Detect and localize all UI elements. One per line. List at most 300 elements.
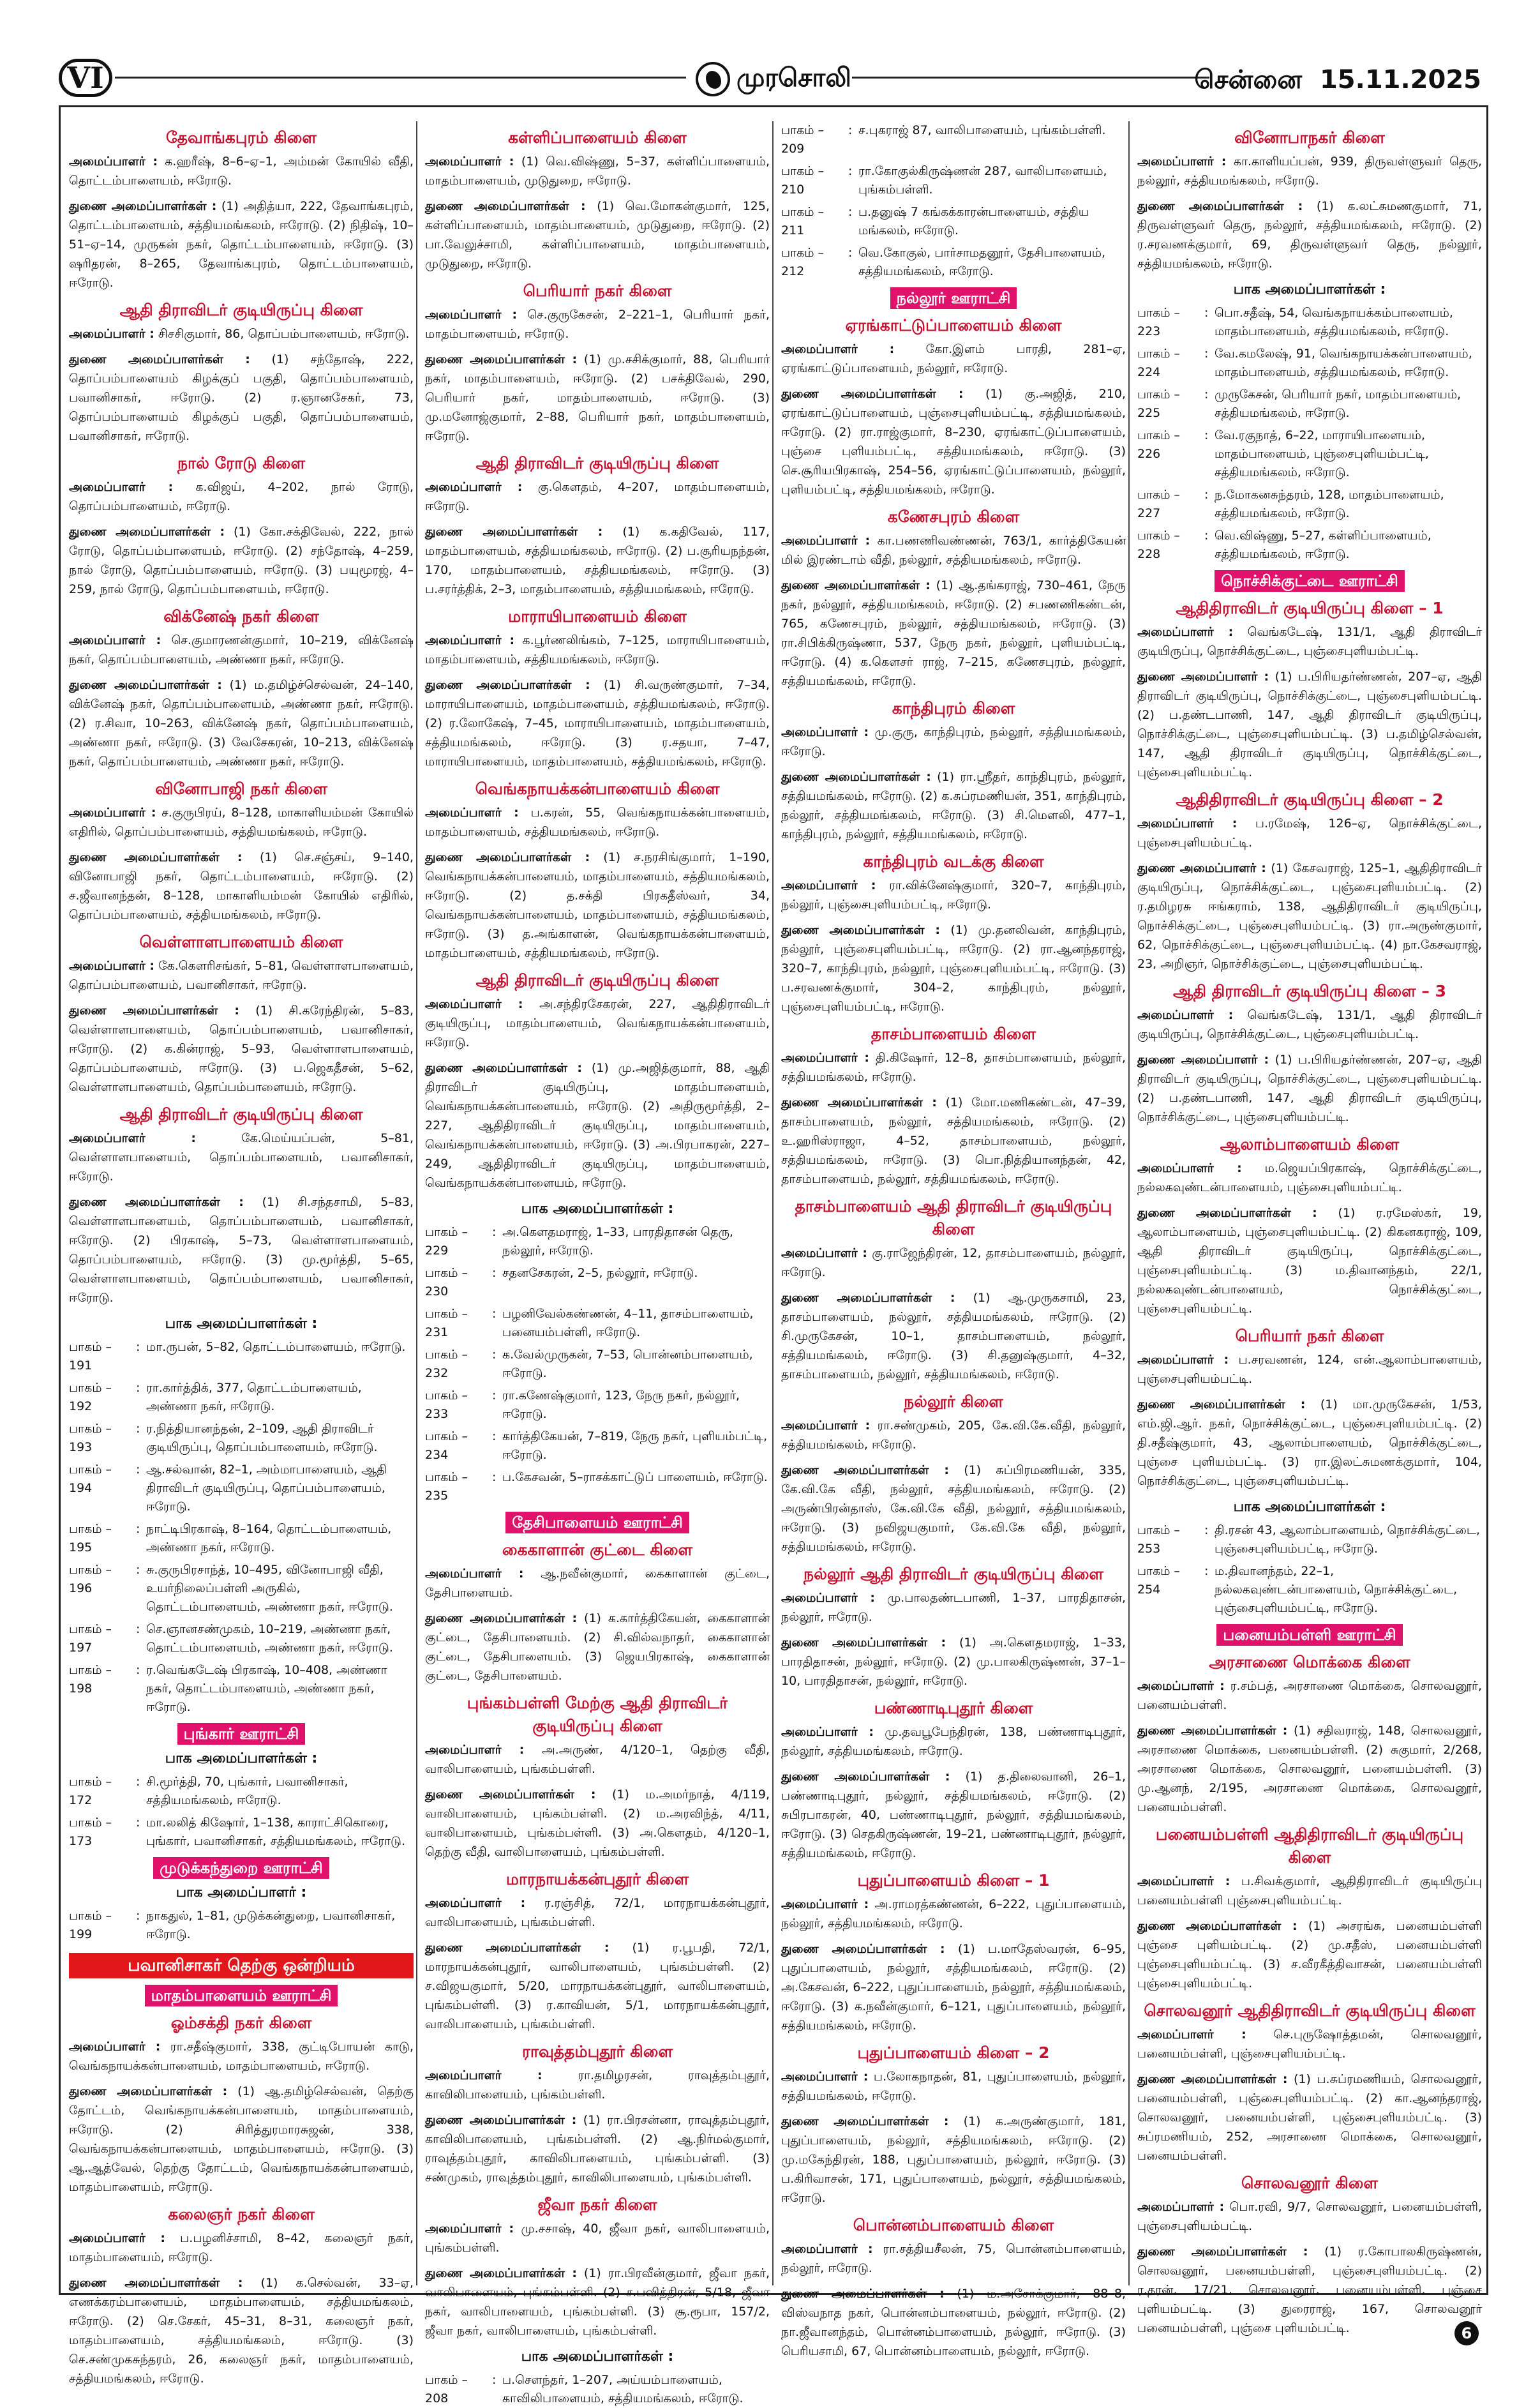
entry-paragraph <box>1137 2025 1482 2063</box>
entry-paragraph <box>1137 1005 1482 1044</box>
role-label: துணை அமைப்பாளர்கள் : <box>781 387 964 401</box>
role-label: அமைப்பாளர் : <box>425 997 523 1011</box>
role-label: துணை அமைப்பாளர்கள் : <box>425 1941 609 1955</box>
part-row <box>69 1461 414 1516</box>
entry-paragraph <box>1137 667 1482 782</box>
entry-text: (1) ம.அமர்நாத், 4/119, வாலிபாளையம், புங்கம்பள்ளி. (2) ம.அரவிந்த், 4/11, வாலிபாளையம், புங்கம்பள்ளி. (3) அ.கௌதம், 4/120–1, தெற்கு வீதி, வாலிபாளையம், புங்கம்பள்ளி. <box>425 1787 770 1859</box>
role-label: அமைப்பாளர் : <box>781 878 876 892</box>
section-heading: ஆதி திராவிடர் குடியிருப்பு கிளை – 3 <box>1172 982 1447 1000</box>
entry-text: கே.மெய்யப்பன், 5–81, வெள்ளாளபாளையம், தொப்பம்பாளையம், பவானிசாகர், ஈரோடு. <box>69 1131 414 1184</box>
role-label: அமைப்பாளர் : <box>69 633 161 647</box>
role-label: அமைப்பாளர் : <box>781 1725 874 1739</box>
separator-colon: : <box>136 1381 140 1395</box>
section-heading: பெரியார் நகர் கிளை <box>523 282 672 300</box>
role-label: அமைப்பாளர் : <box>1137 1353 1229 1367</box>
section-heading: ஆதி திராவிடர் குடியிருப்பு கிளை <box>475 454 719 472</box>
entry-paragraph <box>69 478 414 516</box>
part-row <box>781 203 1126 240</box>
part-detail: ம.திவானந்தம், 22–1, நல்லகவுண்டன்பாளையம், நொச்சிக்குட்டை, புஞ்சைபுளியம்பட்டி, ஈரோடு. <box>1215 1564 1458 1615</box>
entry-paragraph <box>425 675 770 771</box>
part-number: பாகம் – 224 <box>1137 347 1181 379</box>
panchayat-heading <box>1137 1624 1482 1646</box>
part-number: பாகம் – 227 <box>1137 488 1181 520</box>
entry-text: (1) ப.சுப்ரமணியம், சொலவனூர், பனையம்பள்ளி, புஞ்சைபுளியம்பட்டி. (2) கா.ஆனந்தராஜ், சொலவனூர், பனையம்பள்ளி, புஞ்சைபுளியம்பட்டி. (3) சுப்ரமணியம், 252, அரசாணை மொக்கை, சொலவனூர், பனையம்பள்ளி. <box>1137 2072 1482 2163</box>
role-label: அமைப்பாளர் : <box>1137 1008 1234 1022</box>
section-heading: ஜீவா நகர் கிளை <box>537 2195 657 2214</box>
entry-text: மு.பாலதண்டபாணி, 1–37, பாரதிதாசன், நல்லூர், ஈரோடு. <box>781 1591 1126 1624</box>
entry-text: (1) ரா.பிரசன்னா, ராவுத்தம்புதூர், காவிலிபாளையம், புங்கம்பள்ளி. (2) ஆ.நிர்மல்குமார், ராவுத்தம்புதூர், காவிலிபாளையம், புங்கம்பள்ளி. (3) சண்முகம், ராவுத்தம்புதூர், காவிலிபாளையம், புங்கம்பள்ளி. <box>425 2113 770 2185</box>
section-heading: நால் ரோடு கிளை <box>177 454 305 472</box>
entry-text: (1) மோ.மணிகண்டன், 47–39, தாசம்பாளையம், நல்லூர், சத்தியமங்கலம், ஈரோடு. (2) உ.ஹரிஸ்ராஜா, 4–52, தாசம்பாளையம், நல்லூர், சத்தியமங்கலம், ஈரோடு. (3) பொ.நித்தியானந்தன், 42, தாசம்பாளையம், நல்லூர், சத்தியமங்கலம், ஈரோடு. <box>781 1095 1126 1186</box>
entry-paragraph <box>69 2082 414 2197</box>
entry-paragraph <box>781 2239 1126 2278</box>
section-heading: நல்லூர் ஆதி திராவிடர் குடியிருப்பு கிளை <box>804 1565 1103 1583</box>
sub-heading: பாக அமைப்பாளர்கள் : <box>521 2349 674 2365</box>
entry-paragraph <box>781 1939 1126 2035</box>
role-label: துணை அமைப்பாளர்கள் : <box>425 1061 583 1075</box>
entry-paragraph <box>781 1895 1126 1933</box>
role-label: அமைப்பாளர் : <box>69 154 158 169</box>
column-divider <box>416 121 417 2285</box>
part-detail: ர.நித்தியானந்தன், 2–109, ஆதி திராவிடர் குடியிருப்பு, தொப்பம்பாளையம், ஈரோடு. <box>146 1422 378 1454</box>
column-divider <box>1128 121 1130 2285</box>
entry-paragraph <box>1137 1159 1482 1197</box>
entry-paragraph <box>425 2219 770 2257</box>
entry-paragraph <box>425 1058 770 1193</box>
separator-colon: : <box>1204 1523 1209 1537</box>
dateline <box>1194 65 1481 98</box>
entry-text: ரா.சத்தியசீலன், 75, பொன்னம்பாளையம், நல்லூர், ஈரோடு. <box>781 2242 1126 2275</box>
entry-text: செ.புருஷோத்தமன், சொலவனூர், பனையம்பள்ளி, புஞ்சைபுளியம்பட்டி. <box>1137 2028 1482 2061</box>
role-label: துணை அமைப்பாளர்கள் : <box>69 1004 239 1018</box>
section-heading: ஆதிதிராவிடர் குடியிருப்பு கிளை – 1 <box>1176 599 1444 617</box>
section-heading: காந்திபுரம் வடக்கு கிளை <box>863 852 1044 871</box>
role-label: அமைப்பாளர் : <box>781 2070 869 2084</box>
part-detail: மா.லலித் கிஷோர், 1–138, காராட்சிகொரை, புங்கார், பவானிசாகர், சத்தியமங்கலம், ஈரோடு. <box>146 1816 406 1848</box>
part-number: பாகம் – 225 <box>1137 388 1181 420</box>
column-4 <box>1137 121 1483 2335</box>
section-heading: தாசம்பாளையம் கிளை <box>871 1025 1036 1043</box>
entry-paragraph <box>781 1416 1126 1454</box>
role-label: துணை அமைப்பாளர் : <box>1137 1053 1269 1067</box>
section-heading: நல்லூர் கிளை <box>904 1392 1003 1411</box>
part-row <box>69 1907 414 1944</box>
part-number: பாகம் – 212 <box>781 246 825 278</box>
role-label: அமைப்பாளர் : <box>1137 1679 1225 1693</box>
role-label: அமைப்பாளர் : <box>69 480 174 494</box>
part-number: பாகம் – 253 <box>1137 1523 1181 1556</box>
separator-colon: : <box>848 164 853 178</box>
sub-heading: பாக அமைப்பாளர்கள் : <box>165 1750 318 1766</box>
entry-text: ப.லோகநாதன், 81, புதுப்பாளையம், நல்லூர், சத்தியமங்கலம், ஈரோடு. <box>781 2070 1126 2103</box>
entry-text: (1) ரா.ஸ்ரீதர், காந்திபுரம், நல்லூர், சத்தியமங்கலம், ஈரோடு. (2) க.சுப்ரமணியன், 351, காந்திபுரம், நல்லூர், சத்தியமங்கலம், ஈரோடு. (3) சி.மௌலி, 477–1, காந்திபுரம், நல்லூர், சத்தியமங்கலம், ஈரோடு. <box>781 770 1126 841</box>
role-label: துணை அமைப்பாளர் : <box>1137 861 1266 875</box>
role-label: அமைப்பாளர் : <box>69 2040 161 2054</box>
entry-text: (1) ம.தமிழ்ச்செல்வன், 24–140, விக்னேஷ் நகர், தொப்பம்பாளையம், அண்ணா நகர், ஈரோடு. (2) ர.சிவா, 10–263, விக்னேஷ் நகர், தொப்பம்பாளையம், அண்ணா நகர், ஈரோடு. (3) வேசேகரன், 10–213, விக்னேஷ் நகர், தொப்பம்பாளையம், அண்ணா நகர், ஈரோடு. <box>69 678 414 769</box>
role-label: துணை அமைப்பாளர்கள் : <box>1137 1206 1317 1220</box>
role-label: துணை அமைப்பாளர்கள் : <box>69 850 243 864</box>
separator-colon: : <box>492 1225 497 1239</box>
part-number: பாகம் – 209 <box>781 123 825 156</box>
entry-text: (1) வெ.மோகன்குமார், 125, கள்ளிப்பாளையம், மாதம்பாளையம், முடுதுறை, ஈரோடு. (2) பா.வேலுச்சாமி, கள்ளிப்பாளையம், மாதம்பாளையம், முடுதுறை, ஈரோடு. <box>425 199 770 271</box>
entry-paragraph <box>781 921 1126 1016</box>
part-number: பாகம் – 198 <box>69 1663 112 1696</box>
section-heading: கள்ளிப்பாளையம் கிளை <box>508 128 687 147</box>
part-number: பாகம் – 194 <box>69 1463 112 1495</box>
section-heading: ஓம்சக்தி நகர் கிளை <box>170 2013 312 2032</box>
separator-colon: : <box>492 1470 497 1484</box>
entry-text: அ.சந்திரசேகரன், 227, ஆதிதிராவிடர் குடியிருப்பு, மாதம்பாளையம், வெங்கநாயக்கன்பாளையம், ஈரோடு. <box>425 997 770 1050</box>
part-detail: வெ.கோகுல், பார்சாமதனூர், தேசிபாளையம், சத்தியமங்கலம், ஈரோடு. <box>858 246 1106 278</box>
entry-text: (1) சி.சந்தசாமி, 5–83, வெள்ளாளபாளையம், தொப்பம்பாளையம், பவானிசாகர், ஈரோடு. (2) பிரகாஷ், 5–73, வெள்ளாளபாளையம், தொப்பம்பாளையம், ஈரோடு. (3) மு.மூர்த்தி, 5–65, வெள்ளாளபாளையம், தொப்பம்பாளையம், பவானிசாகர், ஈரோடு. <box>69 1195 414 1305</box>
entry-paragraph <box>781 723 1126 761</box>
part-detail: சு.குருபிரசாந்த், 10–495, வினோபாஜி வீதி, உயர்நிலைப்பள்ளி அருகில், தொட்டம்பாளையம், அண்ணா நகர், ஈரோடு. <box>146 1563 393 1614</box>
entry-text: (1) க.கார்த்திகேயன், கைகாளான் குட்டை, தேசிபாளையம். (2) சி.வில்வநாதர், கைகாளான் குட்டை, தேசிபாளையம். (3) ஜெயபிரகாஷ், கைகாளான் குட்டை, தேசிபாளையம். <box>425 1611 770 1683</box>
part-detail: நாகதுல், 1–81, முடுக்கன்துறை, பவானிசாகர், ஈரோடு. <box>146 1909 396 1941</box>
separator-colon: : <box>136 1340 140 1354</box>
entry-text: வெங்கடேஷ், 131/1, ஆதி திராவிடர் குடியிருப்பு, நொச்சிக்குட்டை, புஞ்சைபுளியம்பட்டி. <box>1137 625 1482 658</box>
role-label: துணை அமைப்பாளர்கள் : <box>781 1770 950 1784</box>
entry-paragraph <box>1137 1872 1482 1910</box>
separator-colon: : <box>1204 488 1209 502</box>
entry-text: செ.குமாரணன்குமார், 10–219, விக்னேஷ் நகர், தொப்பம்பாளையம், அண்ணா நகர், ஈரோடு. <box>69 633 414 666</box>
part-row <box>425 1387 770 1424</box>
section-heading: கைகாளான் குட்டை கிளை <box>502 1540 693 1559</box>
part-row <box>69 1420 414 1457</box>
entry-text: (1) ம.அசோக்குமார், 88–8, விஸ்வநாத நகர், பொன்னம்பாளையம், நல்லூர், ஈரோடு. (2) நா.ஜீவானந்தம், பொன்னம்பாளையம், நல்லூர், ஈரோடு. (3) பெரியசாமி, 67, பொன்னம்பாளையம், நல்லூர், ஈரோடு. <box>781 2287 1126 2358</box>
panchayat-label: பனையம்பள்ளி ஊராட்சி <box>1216 1624 1402 1646</box>
header-rule-left <box>115 77 686 79</box>
header-rule-right <box>852 77 1209 79</box>
entry-text: (1) ஆ.முருகசாமி, 23, தாசம்பாளையம், நல்லூர், சத்தியமங்கலம், ஈரோடு. (2) சி.முருகேசன், 10–1, தாசம்பாளையம், நல்லூர், சத்தியமங்கலம், ஈரோடு. (3) சி.தனுஷ்குமார், 4–32, தாசம்பாளையம், நல்லூர், சத்தியமங்கலம், ஈரோடு. <box>781 1291 1126 1381</box>
entry-paragraph <box>781 2067 1126 2105</box>
section-heading: வினோபாநகர் கிளை <box>1234 128 1385 147</box>
entry-text: ப.பழனிச்சாமி, 8–42, கலைஞர் நகர், மாதம்பாளையம், ஈரோடு. <box>69 2231 414 2264</box>
role-label: துணை அமைப்பாளர்கள் : <box>781 1942 945 1956</box>
entry-paragraph <box>781 2284 1126 2361</box>
entry-text: ரா.விக்னேஷ்குமார், 320–7, காந்திபுரம், நல்லூர், புஞ்சைபுளியம்பட்டி, ஈரோடு. <box>781 878 1126 912</box>
entry-text: கு.கௌதம், 4–207, மாதம்பாளையம், ஈரோடு. <box>425 480 770 513</box>
separator-colon: : <box>492 1429 497 1443</box>
separator-colon: : <box>136 1775 140 1789</box>
role-label: அமைப்பாளர் : <box>425 154 514 169</box>
entry-text: (1) வெ.விஷ்ணு, 5–37, கள்ளிப்பாளையம், மாதம்பாளையம், முடுதுறை, ஈரோடு. <box>425 154 770 188</box>
entry-text: (1) க.அருண்குமார், 181, புதுப்பாளையம், நல்லூர், சத்தியமங்கலம், ஈரோடு. (2) மு.மகேந்திரன், 188, புதுப்பாளையம், நல்லூர், ஈரோடு. (3) ப.கிரிவாசன், 171, புதுப்பாளையம், நல்லூர், சத்தியமங்கலம், ஈரோடு. <box>781 2114 1126 2205</box>
panchayat-label: மாதம்பாளையம் ஊராட்சி <box>145 1985 338 2006</box>
entry-text: (1) மா.முருகேசன், 1/53, எம்.ஜி.ஆர். நகர், நொச்சிக்குட்டை, புஞ்சைபுளியம்பட்டி. (2) தி.சதீஷ்குமார், 43, ஆலாம்பாளையம், நொச்சிக்குட்டை, புஞ்சை புளியம்பட்டி. (3) ரா.இலட்சுமணக்குமார், 104, நொச்சிக்குட்டை, புஞ்சைபுளியம்பட்டி. <box>1137 1397 1483 1488</box>
role-label: துணை அமைப்பாளர்கள் : <box>1137 1919 1297 1933</box>
part-row <box>425 1468 770 1505</box>
part-row <box>69 1773 414 1810</box>
part-detail: ரா.கணேஷ்குமார், 123, நேரு நகர், நல்லூர், ஈரோடு. <box>502 1388 740 1421</box>
entry-paragraph <box>425 995 770 1052</box>
section-heading: ஆதி திராவிடர் குடியிருப்பு கிளை <box>119 1105 363 1124</box>
role-label: அமைப்பாளர் : <box>1137 1161 1242 1175</box>
role-label: அமைப்பாளர் : <box>425 806 519 820</box>
entry-text: பொ.ரவி, 9/7, சொலவனூர், பனையம்பள்ளி, புஞ்சைபுளியம்பட்டி. <box>1137 2200 1483 2233</box>
part-detail: சதனசேகரன், 2–5, நல்லூர், ஈரோடு. <box>502 1266 698 1280</box>
part-detail: ஆ.சல்வான், 82–1, அம்மாபாளையம், ஆதி திராவிடர் குடியிருப்பு, தொப்பம்பாளையம், ஈரோடு. <box>146 1463 387 1514</box>
role-label: துணை அமைப்பாளர்கள் : <box>781 2114 949 2128</box>
entry-paragraph <box>1137 197 1482 273</box>
entry-text: (1) சதிவராஜ், 148, சொலவனூர், அரசாணை மொக்கை, பனையம்பள்ளி. (2) சுகுமார், 2/268, அரசாணை மொக்கை, சொலவனூர், பனையம்பள்ளி. (3) மு.ஆனந், 2/195, அரசாணை மொக்கை, சொலவனூர், பனையம்பள்ளி. <box>1137 1724 1482 1814</box>
role-label: துணை அமைப்பாளர்கள் : <box>425 2113 577 2127</box>
entry-paragraph <box>425 2066 770 2104</box>
entry-text: சிசசிகுமார், 86, தொப்பம்பாளையம், ஈரோடு. <box>154 327 410 341</box>
part-detail: ப.சௌந்தர், 1–207, அய்யம்பாளையம், காவிலிபாளையம், சத்தியமங்கலம், ஈரோடு. <box>502 2373 744 2405</box>
section-heading: ஆலாம்பாளையம் கிளை <box>1220 1135 1400 1154</box>
entry-paragraph <box>1137 1203 1482 1318</box>
entry-paragraph <box>69 324 414 343</box>
entry-text: கா.பணணிவண்ணன், 763/1, கார்த்திகேயன் மில் இரண்டாம் வீதி, நல்லூர், சத்தியமங்கலம், ஈரோடு. <box>781 534 1126 567</box>
footer-page-number: 6 <box>1454 2321 1479 2345</box>
entry-text: (1) கு.அஜித், 210, ஏரங்காட்டுப்பாளையம், புஞ்சைபுளியம்பட்டி, சத்தியமங்கலம், ஈரோடு. (2) ரா.ராஜ்குமார், 8–230, ஏரங்காட்டுப்பாளையம், புஞ்சை புளியம்பட்டி, சத்தியமங்கலம், ஈரோடு. (3) செ.சூரியபிரகாஷ், 254–56, ஏரங்காட்டுப்பாளையம், நல்லூர், புளியம்பட்டி, சத்தியமங்கலம், ஈரோடு. <box>781 387 1126 497</box>
entry-paragraph <box>69 2273 414 2388</box>
role-label: துணை அமைப்பாளர்கள் : <box>425 850 590 864</box>
role-label: துணை அமைப்பாளர்கள் : <box>1137 199 1303 213</box>
entry-paragraph <box>1137 622 1482 661</box>
entry-text: (1) ப.பிரியதர்ண்ணன், 207–ஏ, ஆதி திராவிடர் குடியிருப்பு, நொச்சிக்குட்டை, புஞ்சைபுளியம்பட்டி. (2) ப.தண்டபாணி, 147, ஆதி திராவிடர் குடியிருப்பு, நொச்சிக்குட்டை, புஞ்சைபுளியம்பட்டி. (3) ப.தமிழ்செல்வன், 147, ஆதி திராவிடர் குடியிருப்பு, நொச்சிக்குட்டை, புஞ்சைபுளியம்பட்டி. <box>1137 670 1482 779</box>
section-heading: ஆதி திராவிடர் குடியிருப்பு கிளை <box>475 971 719 990</box>
section-heading: சொலவனூர் கிளை <box>1241 2174 1378 2192</box>
entry-paragraph <box>69 2229 414 2267</box>
entry-text: (1) ர.பூபதி, 72/1, மாரநாயக்கன்புதூர், வாலிபாளையம், புங்கம்பள்ளி. (2) ச.விஜயகுமார், 5/20, மாரநாயக்கன்புதூர், வாலிபாளையம், புங்கம்பள்ளி. (3) ர.காவியன், 5/1, மாரநாயக்கன்புதூர், வாலிபாளையம், புங்கம்பள்ளி. <box>425 1941 770 2031</box>
section-heading: விக்னேஷ் நகர் கிளை <box>163 607 319 626</box>
entry-paragraph <box>425 1740 770 1779</box>
role-label: துணை அமைப்பாளர்கள் : <box>69 2276 243 2290</box>
panchayat-label: புங்கார் ஊராட்சி <box>177 1723 306 1745</box>
entry-paragraph <box>69 1129 414 1186</box>
part-detail: தி.ரசன் 43, ஆலாம்பாளையம், நொச்சிக்குட்டை, புஞ்சைபுளியம்பட்டி, ஈரோடு. <box>1215 1523 1481 1556</box>
role-label: அமைப்பாளர் : <box>781 2242 873 2256</box>
part-detail: ர.வெங்கடேஷ் பிரகாஷ், 10–408, அண்ணா நகர், தொட்டம்பாளையம், அண்ணா நகர், ஈரோடு. <box>146 1663 387 1714</box>
entry-text: (1) செ.சஞ்சய், 9–140, வினோபாஜி நகர், தொட்டம்பாளையம், ஈரோடு. (2) ச.ஜீவானந்தன், 8–128, மாகாளியம்மன் கோயில் எதிரில், தொப்பம்பாளையம், சத்தியமங்கலம், ஈரோடு. <box>69 850 414 922</box>
part-detail: ந.மோகனசுந்தரம், 128, மாதம்பாளையம், சத்தியமங்கலம், ஈரோடு. <box>1215 488 1444 520</box>
panchayat-heading <box>69 1857 414 1879</box>
murasoli-logo-icon <box>696 62 730 96</box>
role-label: அமைப்பாளர் : <box>1137 2028 1246 2042</box>
role-label: அமைப்பாளர் : <box>781 1418 871 1433</box>
separator-colon: : <box>492 1348 497 1362</box>
entry-paragraph <box>69 152 414 190</box>
entry-text: (1) அசரங்சு, பனையம்பள்ளி புஞ்சை புளியம்பட்டி. (2) மு.சதீஸ், பனையம்பள்ளி புஞ்சைபுளியம்பட்டி. (3) ச.வீரகீத்திவாசன், பனையம்பள்ளி புஞ்சைபுளியம்பட்டி. <box>1137 1919 1482 1990</box>
role-label: அமைப்பாளர் : <box>425 633 515 647</box>
section-heading: காந்திபுரம் கிளை <box>892 699 1015 718</box>
section-heading: கணேசபுரம் கிளை <box>887 508 1020 526</box>
entry-text: அ.ராமரத்கண்ணன், 6–222, புதுப்பாளையம், நல்லூர், சத்தியமங்கலம், ஈரோடு. <box>781 1897 1126 1930</box>
separator-colon: : <box>492 1307 497 1321</box>
entry-paragraph <box>69 197 414 292</box>
entry-paragraph <box>69 848 414 924</box>
entry-paragraph <box>781 1288 1126 1384</box>
role-label: துணை அமைப்பாளர்கள் : <box>781 2287 945 2301</box>
role-label: அமைப்பாளர் : <box>1137 1874 1230 1888</box>
entry-text: ர.ரஞ்சித், 72/1, மாரநாயக்கன்புதூர், வாலிபாளையம், புங்கம்பள்ளி. <box>425 1896 770 1929</box>
entry-paragraph <box>425 1564 770 1602</box>
section-heading: மாராயிபாளையம் கிளை <box>508 607 687 626</box>
entry-paragraph <box>1137 1916 1482 1993</box>
part-detail: க.வேல்முருகன், 7–53, பொன்னம்பாளையம், ஈரோடு. <box>502 1348 753 1380</box>
separator-colon: : <box>136 1816 140 1830</box>
entry-paragraph <box>781 576 1126 691</box>
section-heading: வினோபாஜி நகர் கிளை <box>155 779 327 798</box>
part-number: பாகம் – 229 <box>425 1225 468 1258</box>
entry-paragraph <box>781 1093 1126 1189</box>
role-label: துணை அமைப்பாளர்கள் : <box>425 1787 596 1802</box>
section-heading: ஆதி திராவிடர் குடியிருப்பு கிளை <box>119 301 363 319</box>
sub-heading: பாக அமைப்பாளர் : <box>176 1885 307 1900</box>
entry-text: ரா.தமிழரசன், ராவுத்தம்புதூர், காவிலிபாளையம், புங்கம்பள்ளி. <box>425 2068 770 2102</box>
role-label: அமைப்பாளர் : <box>781 534 871 548</box>
entry-text: செ.குருகேசன், 2–221–1, பெரியார் நகர், மாதம்பாளையம், ஈரோடு. <box>425 308 770 341</box>
part-row <box>1137 345 1482 382</box>
part-row <box>1137 304 1482 341</box>
entry-text: (1) க.கதிவேல், 117, மாதம்பாளையம், சத்தியமங்கலம், ஈரோடு. (2) ப.சூரியநந்தன், 170, மாதம்பாளையம், சத்தியமங்கலம், ஈரோடு. (3) ப.சரர்த்திக், 2–3, மாதம்பாளையம், சத்தியமங்கலம், ஈரோடு. <box>425 525 770 596</box>
entry-text: அ.அருண், 4/120–1, தெற்கு வீதி, வாலிபாளையம், புங்கம்பள்ளி. <box>425 1743 770 1776</box>
role-label: அமைப்பாளர் : <box>781 342 895 356</box>
entry-paragraph <box>1137 1676 1482 1715</box>
role-label: துணை அமைப்பாளர்கள் : <box>69 1195 244 1209</box>
entry-text: (1) ர.ரமேஸ்கர், 19, ஆலாம்பாளையம், புஞ்சைபுளியம்பட்டி. (2) கிகனகராஜ், 109, ஆதி திராவிடர் குடியிருப்பு, நொச்சிக்குட்டை, புஞ்சைபுளியம்பட்டி. (3) ம.திவானந்தம், 22/1, நல்லகவுண்டன்பாளையம், நொச்சிக்குட்டை, புஞ்சைபுளியம்பட்டி. <box>1137 1206 1482 1316</box>
entry-paragraph <box>69 956 414 995</box>
entry-text: (1) க.செல்வன், 33–ஏ, எணக்கரம்பாளையம், மாதம்பாளையம், சத்தியமங்கலம், ஈரோடு. (2) செ.சேகர், 45–31, 8–31, கலைஞர் நகர், மாதம்பாளையம், சத்தியமங்கலம், ஈரோடு. (3) செ.சண்முகசுந்தரம், 26, கலைஞர் நகர், மாதம்பாளையம், சத்தியமங்கலம், ஈரோடு. <box>69 2276 414 2386</box>
part-detail: நாட்டிபிரகாஷ், 8–164, தொட்டம்பாளையம், அண்ணா நகர், ஈரோடு. <box>146 1522 392 1554</box>
part-row <box>69 1561 414 1616</box>
entry-text: (1) ரா.பிரவீன்குமார், ஜீவா நகர், வாலிபாளையம், புங்கம்பள்ளி. (2) ச.பவித்திரன், 5/18, ஜீவா நகர், வாலிபாளையம், புங்கம்பள்ளி. (3) சூ.ரூபா, 157/2, ஜீவா நகர், வாலிபாளையம், புங்கம்பள்ளி. <box>425 2266 770 2338</box>
column-1 <box>69 121 414 2386</box>
separator-colon: : <box>492 1266 497 1280</box>
part-row <box>425 1427 770 1464</box>
role-label: அமைப்பாளர் : <box>425 480 523 494</box>
entry-paragraph <box>425 152 770 190</box>
entry-paragraph <box>781 1244 1126 1282</box>
part-number: பாகம் – 226 <box>1137 428 1181 461</box>
section-heading: ஏரங்காட்டுப்பாளையம் கிளை <box>845 316 1062 335</box>
role-label: அமைப்பாளர் : <box>1137 2200 1225 2214</box>
role-label: அமைப்பாளர் : <box>425 1567 524 1581</box>
role-label: அமைப்பாளர் : <box>781 1897 869 1911</box>
sub-heading: பாக அமைப்பாளர்கள் : <box>165 1316 318 1332</box>
part-row <box>1137 527 1482 564</box>
part-number: பாகம் – 235 <box>425 1470 468 1503</box>
union-banner: பவானிசாகர் தெற்கு ஒன்றியம் <box>69 1953 414 1978</box>
separator-colon: : <box>1204 529 1209 543</box>
role-label: துணை அமைப்பாளர்கள் : <box>781 1636 946 1650</box>
separator-colon: : <box>1204 347 1209 361</box>
part-detail: முருகேசன், பெரியார் நகர், மாதம்பாளையம், சத்தியமங்கலம், ஈரோடு. <box>1215 388 1462 420</box>
entry-paragraph <box>425 1893 770 1932</box>
panchayat-heading <box>781 287 1126 309</box>
entry-text: ரா.சதீஷ்குமார், 338, குட்டிபோயன் காடு, வெங்கநாயக்கன்பாளையம், மாதம்பாளையம், ஈரோடு. <box>69 2040 414 2073</box>
entry-paragraph <box>425 350 770 446</box>
role-label: துணை அமைப்பாளர்கள் : <box>69 678 222 692</box>
separator-colon: : <box>136 1422 140 1436</box>
part-number: பாகம் – 208 <box>425 2373 468 2405</box>
entry-text: (1) சந்தோஷ், 222, தொப்பம்பாளையம் கிழக்குப் பகுதி, தொப்பம்பாளையம், பவானிசாகர், ஈரோடு. (2) ர.ஞானசேகர், 73, தொப்பம்பாளையம் கிழக்குப் பகுதி, தொப்பம்பாளையம், பவானிசாகர், ஈரோடு. <box>69 352 414 443</box>
part-detail: செ.ஞானசண்முகம், 10–219, அண்ணா நகர், தொட்டம்பாளையம், அண்ணா நகர், ஈரோடு. <box>146 1622 393 1655</box>
panchayat-label: நல்லூர் ஊராட்சி <box>890 287 1017 309</box>
part-row <box>425 1346 770 1383</box>
part-row <box>425 1223 770 1260</box>
entry-text: ஆ.நவீன்குமார், கைகாளான் குட்டை, தேசிபாளையம். <box>425 1567 770 1600</box>
section-heading: வெள்ளாளபாளையம் கிளை <box>139 933 343 951</box>
entry-paragraph <box>1137 814 1482 852</box>
part-number: பாகம் – 193 <box>69 1422 112 1454</box>
role-label: துணை அமைப்பாளர்கள் : <box>1137 2245 1308 2259</box>
entry-paragraph <box>781 340 1126 378</box>
entry-paragraph <box>781 1461 1126 1556</box>
entry-text: ச.குருபிரய், 8–128, மாகாளியம்மன் கோயில் எதிரில், தொப்பம்பாளையம், சத்தியமங்கலம், ஈரோடு. <box>69 806 414 839</box>
sub-heading: பாக அமைப்பாளர்கள் : <box>1233 282 1386 297</box>
entry-paragraph <box>425 803 770 841</box>
entry-paragraph <box>1137 1721 1482 1817</box>
role-label: துணை அமைப்பாளர்கள் : <box>69 199 217 213</box>
part-row <box>69 1379 414 1416</box>
role-label: அமைப்பாளர் : <box>69 327 154 341</box>
entry-paragraph <box>1137 1395 1482 1491</box>
column-2 <box>425 121 770 2405</box>
entry-text: (1) க.லட்சுமணகுமார், 71, திருவள்ளுவர் தெரு, நல்லூர், சத்தியமங்கலம், ஈரோடு. (2) ர.சரவணக்குமார், 69, திருவள்ளுவர் தெரு, நல்லூர், சத்தியமங்கலம், ஈரோடு. <box>1137 199 1482 271</box>
part-row <box>425 1264 770 1301</box>
role-label: துணை அமைப்பாளர் : <box>1137 670 1269 684</box>
part-number: பாகம் – 232 <box>425 1348 468 1380</box>
separator-colon: : <box>136 1663 140 1677</box>
section-heading: பனையம்பள்ளி ஆதிதிராவிடர் குடியிருப்பு கிளை <box>1155 1825 1464 1867</box>
entry-paragraph <box>425 1938 770 2034</box>
part-row <box>69 1338 414 1375</box>
masthead <box>696 61 851 97</box>
issue-date: 15.11.2025 <box>1319 65 1481 94</box>
panchayat-label: நொச்சிக்குட்டை ஊராட்சி <box>1215 570 1405 592</box>
sub-heading: பாக அமைப்பாளர்கள் : <box>521 1201 674 1217</box>
part-row <box>781 244 1126 281</box>
part-row <box>425 1305 770 1342</box>
role-label: துணை அமைப்பாளர்கள் : <box>781 578 931 592</box>
part-number: பாகம் – 210 <box>781 164 825 197</box>
part-number: பாகம் – 195 <box>69 1522 112 1554</box>
part-detail: வே.கமலேஷ், 91, வெங்கநாயக்கன்பாளையம், மாதம்பாளையம், சத்தியமங்கலம், ஈரோடு. <box>1215 347 1472 379</box>
city-name: சென்னை <box>1194 65 1303 94</box>
section-heading: தாசம்பாளையம் ஆதி திராவிடர் குடியிருப்பு கிளை <box>795 1197 1112 1238</box>
entry-text: மு.தவபூபேந்திரன், 138, பண்ணாடிபுதூர், நல்லூர், சத்தியமங்கலம், ஈரோடு. <box>781 1725 1126 1758</box>
part-row <box>425 2371 770 2408</box>
entry-text: (1) கோ.சக்திவேல், 222, நால் ரோடு, தொப்பம்பாளையம், ஈரோடு. (2) சந்தோஷ், 4–259, நால் ரோடு, தொப்பம்பாளையம், ஈரோடு. (3) பயுமூரஜ், 4–259, நால் ரோடு, தொப்பம்பாளையம், ஈரோடு. <box>69 525 414 596</box>
part-number: பாகம் – 192 <box>69 1381 112 1413</box>
part-number: பாகம் – 173 <box>69 1816 112 1848</box>
panchayat-heading <box>425 1512 770 1533</box>
panchayat-heading <box>1137 570 1482 592</box>
entry-paragraph <box>781 1048 1126 1087</box>
role-label: அமைப்பாளர் : <box>1137 816 1237 831</box>
part-detail: ப.கேசவன், 5–ராசக்காட்டுப் பாளையம், ஈரோடு. <box>502 1470 768 1484</box>
entry-text: (1) ஆ.தமிழ்செல்வன், தெற்கு தோட்டம், வெங்கநாயக்கன்பாளையம், மாதம்பாளையம், ஈரோடு. (2) சிரித்துரமாரசுஜன், 338, வெங்கநாயக்கன்பாளையம், மாதம்பாளையம், ஈரோடு. (3) ஆ.ஆத்வேல், தெற்கு தோட்டம், வெங்கநாயக்கன்பாளையம், மாதம்பாளையம், ஈரோடு. <box>69 2084 414 2194</box>
entry-paragraph <box>425 848 770 963</box>
part-number: பாகம் – 197 <box>69 1622 112 1655</box>
part-row <box>69 1661 414 1717</box>
entry-paragraph <box>1137 859 1482 974</box>
part-number: பாகம் – 223 <box>1137 306 1181 338</box>
entry-text: ப.கரன், 55, வெங்கநாயக்கன்பாளையம், மாதம்பாளையம், சத்தியமங்கலம், ஈரோடு. <box>425 806 770 839</box>
separator-colon: : <box>136 1909 140 1923</box>
section-heading: அரசாணை மொக்கை கிளை <box>1209 1653 1410 1671</box>
part-row <box>69 1620 414 1657</box>
entry-text: க.விஜய், 4–202, நால் ரோடு, தொப்பம்பாளையம், ஈரோடு. <box>69 480 414 513</box>
role-label: துணை அமைப்பாளர்கள் : <box>1137 1397 1306 1411</box>
role-label: துணை அமைப்பாளர்கள் : <box>781 923 941 937</box>
part-row <box>781 162 1126 199</box>
part-detail: பொ.சதீஷ், 54, வெங்கநாயக்கம்பாளையம், மாதம்பாளையம், சத்தியமங்கலம், ஈரோடு. <box>1215 306 1453 338</box>
part-number: பாகம் – 199 <box>69 1909 112 1941</box>
